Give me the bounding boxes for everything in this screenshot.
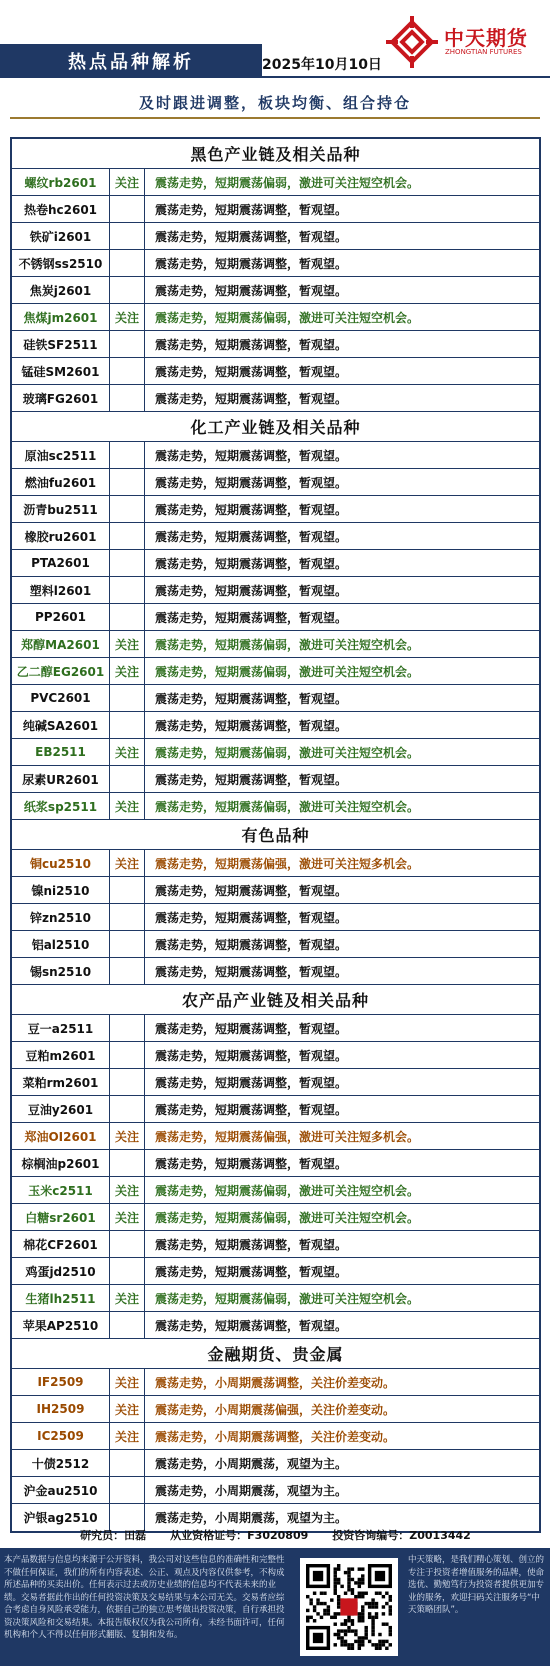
contract-name: 螺纹rb2601 bbox=[12, 169, 110, 195]
researcher-name: 研究员：田磊 bbox=[80, 1529, 147, 1542]
market-view: 震荡走势，短期震荡偏强，激进可关注短多机会。 bbox=[155, 1129, 420, 1144]
market-view: 震荡走势，小周期震荡偏强，关注价差变动。 bbox=[155, 1402, 396, 1417]
focus-flag bbox=[110, 1150, 145, 1176]
contract-name: PVC2601 bbox=[12, 685, 110, 711]
market-view: 震荡走势，小周期震荡调整，关注价差变动。 bbox=[155, 1429, 396, 1444]
table-row bbox=[12, 1015, 539, 1042]
table-row bbox=[12, 1231, 539, 1258]
market-view: 震荡走势，短期震荡调整，暂观望。 bbox=[155, 391, 348, 406]
contract-name: 铝al2510 bbox=[12, 931, 110, 957]
focus-flag bbox=[110, 577, 145, 603]
market-view: 震荡走势，短期震荡偏弱，激进可关注短空机会。 bbox=[155, 745, 420, 760]
contract-name: 焦煤jm2601 bbox=[12, 304, 110, 330]
market-view: 震荡走势，短期震荡调整，暂观望。 bbox=[155, 883, 348, 898]
contract-name: EB2511 bbox=[12, 739, 110, 765]
contract-name: 豆一a2511 bbox=[12, 1015, 110, 1041]
contract-name: 铜cu2510 bbox=[12, 850, 110, 876]
focus-flag bbox=[110, 496, 145, 522]
qr-code-icon bbox=[306, 1564, 392, 1650]
contract-name: 沥青bu2511 bbox=[12, 496, 110, 522]
table-row bbox=[12, 469, 539, 496]
table-row bbox=[12, 277, 539, 304]
table-row bbox=[12, 1312, 539, 1339]
table-row bbox=[12, 358, 539, 385]
table-row bbox=[12, 631, 539, 658]
table-row bbox=[12, 577, 539, 604]
contract-name: 尿素UR2601 bbox=[12, 766, 110, 792]
table-row bbox=[12, 685, 539, 712]
contract-name: 锡sn2510 bbox=[12, 958, 110, 984]
focus-flag: 关注 bbox=[110, 304, 145, 330]
focus-flag bbox=[110, 442, 145, 468]
market-view: 震荡走势，短期震荡偏弱，激进可关注短空机会。 bbox=[155, 799, 420, 814]
table-row bbox=[12, 442, 539, 469]
contract-name: 不锈钢ss2510 bbox=[12, 250, 110, 276]
market-view: 震荡走势，短期震荡调整，暂观望。 bbox=[155, 1237, 348, 1252]
contract-name: 白糖sr2601 bbox=[12, 1204, 110, 1230]
report-date: 2025年10月10日 bbox=[262, 57, 382, 73]
contract-name: 豆粕m2601 bbox=[12, 1042, 110, 1068]
market-view: 震荡走势，短期震荡调整，暂观望。 bbox=[155, 337, 348, 352]
market-view: 震荡走势，短期震荡调整，暂观望。 bbox=[155, 448, 348, 463]
market-view: 震荡走势，短期震荡调整，暂观望。 bbox=[155, 583, 348, 598]
contract-name: 塑料l2601 bbox=[12, 577, 110, 603]
table-row bbox=[12, 931, 539, 958]
logo-text: 中天期货 bbox=[444, 26, 528, 50]
focus-flag bbox=[110, 931, 145, 957]
market-view: 震荡走势，短期震荡调整，暂观望。 bbox=[155, 1156, 348, 1171]
table-row bbox=[12, 1177, 539, 1204]
contract-name: IH2509 bbox=[12, 1396, 110, 1422]
contract-name: 棕榈油p2601 bbox=[12, 1150, 110, 1176]
table-row bbox=[12, 1450, 539, 1477]
header bbox=[0, 0, 550, 86]
contract-name: 锰硅SM2601 bbox=[12, 358, 110, 384]
table-row bbox=[12, 1069, 539, 1096]
subtitle-divider bbox=[10, 117, 540, 119]
market-view: 震荡走势，小周期震荡，观望为主。 bbox=[155, 1511, 348, 1525]
section-header: 黑色产业链及相关品种 bbox=[12, 139, 539, 169]
table-row bbox=[12, 712, 539, 739]
contract-name: 镍ni2510 bbox=[12, 877, 110, 903]
market-view: 震荡走势，短期震荡调整，暂观望。 bbox=[155, 610, 348, 625]
zhongtian-logo-icon bbox=[384, 14, 440, 70]
focus-flag bbox=[110, 358, 145, 384]
focus-flag bbox=[110, 1042, 145, 1068]
table-row bbox=[12, 658, 539, 685]
subtitle: 及时跟进调整，板块均衡、组合持仓 bbox=[138, 94, 411, 112]
table-row bbox=[12, 223, 539, 250]
table-row bbox=[12, 496, 539, 523]
table-row bbox=[12, 550, 539, 577]
table-row bbox=[12, 1042, 539, 1069]
focus-flag bbox=[110, 1450, 145, 1476]
focus-flag bbox=[110, 196, 145, 222]
header-divider bbox=[0, 76, 550, 78]
market-view: 震荡走势，短期震荡调整，暂观望。 bbox=[155, 1048, 348, 1063]
promo-text: 中天策略，是我们精心策划、创立的专注于投资者增值服务的品牌，使命选优、勤勉笃行为投资者提供更加专业的服务，欢迎扫码关注服务号“中天策略团队”。 bbox=[408, 1555, 545, 1615]
focus-flag bbox=[110, 223, 145, 249]
focus-flag bbox=[110, 904, 145, 930]
contract-name: 硅铁SF2511 bbox=[12, 331, 110, 357]
table-row bbox=[12, 1150, 539, 1177]
contract-name: 纯碱SA2601 bbox=[12, 712, 110, 738]
focus-flag: 关注 bbox=[110, 1204, 145, 1230]
market-view: 震荡走势，短期震荡偏弱，激进可关注短空机会。 bbox=[155, 1291, 420, 1306]
contract-name: 郑油OI2601 bbox=[12, 1123, 110, 1149]
contract-name: 鸡蛋jd2510 bbox=[12, 1258, 110, 1284]
focus-flag: 关注 bbox=[110, 169, 145, 195]
market-view: 震荡走势，短期震荡偏弱，激进可关注短空机会。 bbox=[155, 1210, 420, 1225]
section-header: 农产品产业链及相关品种 bbox=[12, 985, 539, 1015]
focus-flag bbox=[110, 1477, 145, 1503]
focus-flag bbox=[110, 250, 145, 276]
market-view: 震荡走势，短期震荡调整，暂观望。 bbox=[155, 556, 348, 571]
focus-flag: 关注 bbox=[110, 850, 145, 876]
market-view: 震荡走势，短期震荡调整，暂观望。 bbox=[155, 691, 348, 706]
table-row bbox=[12, 850, 539, 877]
market-view: 震荡走势，短期震荡调整，暂观望。 bbox=[155, 475, 348, 490]
table-row bbox=[12, 1396, 539, 1423]
focus-flag bbox=[110, 712, 145, 738]
contract-name: 棉花CF2601 bbox=[12, 1231, 110, 1257]
table-row bbox=[12, 1285, 539, 1312]
contract-name: IF2509 bbox=[12, 1369, 110, 1395]
table-row bbox=[12, 304, 539, 331]
contract-name: 橡胶ru2601 bbox=[12, 523, 110, 549]
contract-name: 热卷hc2601 bbox=[12, 196, 110, 222]
market-view: 震荡走势，短期震荡调整，暂观望。 bbox=[155, 202, 348, 217]
table-row bbox=[12, 793, 539, 820]
contract-name: IC2509 bbox=[12, 1423, 110, 1449]
contract-name: 沪银ag2510 bbox=[12, 1504, 110, 1531]
market-view: 震荡走势，短期震荡调整，暂观望。 bbox=[155, 964, 348, 979]
contract-name: 燃油fu2601 bbox=[12, 469, 110, 495]
market-view: 震荡走势，短期震荡偏强，激进可关注短多机会。 bbox=[155, 856, 420, 871]
market-view: 震荡走势，小周期震荡调整，关注价差变动。 bbox=[155, 1375, 396, 1390]
focus-flag: 关注 bbox=[110, 739, 145, 765]
focus-flag bbox=[110, 958, 145, 984]
market-view: 震荡走势，短期震荡调整，暂观望。 bbox=[155, 364, 348, 379]
table-row bbox=[12, 196, 539, 223]
table-row bbox=[12, 1096, 539, 1123]
market-view: 震荡走势，短期震荡调整，暂观望。 bbox=[155, 910, 348, 925]
section-header: 化工产业链及相关品种 bbox=[12, 412, 539, 442]
focus-flag: 关注 bbox=[110, 658, 145, 684]
table-row bbox=[12, 1258, 539, 1285]
market-view: 震荡走势，短期震荡偏弱，激进可关注短空机会。 bbox=[155, 637, 420, 652]
table-row bbox=[12, 1369, 539, 1396]
market-view: 震荡走势，小周期震荡，观望为主。 bbox=[155, 1483, 348, 1498]
focus-flag bbox=[110, 277, 145, 303]
market-view: 震荡走势，短期震荡偏弱，激进可关注短空机会。 bbox=[155, 1183, 420, 1198]
contract-name: PTA2601 bbox=[12, 550, 110, 576]
focus-flag bbox=[110, 1231, 145, 1257]
market-view: 震荡走势，短期震荡偏弱，激进可关注短空机会。 bbox=[155, 175, 420, 190]
focus-flag bbox=[110, 1069, 145, 1095]
contract-name: 郑醇MA2601 bbox=[12, 631, 110, 657]
market-view: 震荡走势，短期震荡偏弱，激进可关注短空机会。 bbox=[155, 664, 420, 679]
focus-flag bbox=[110, 685, 145, 711]
focus-flag bbox=[110, 1312, 145, 1338]
focus-flag bbox=[110, 469, 145, 495]
focus-flag bbox=[110, 877, 145, 903]
focus-flag bbox=[110, 523, 145, 549]
market-view: 震荡走势，短期震荡调整，暂观望。 bbox=[155, 256, 348, 271]
table-row bbox=[12, 169, 539, 196]
market-view: 震荡走势，短期震荡偏弱，激进可关注短空机会。 bbox=[155, 310, 420, 325]
disclaimer-text: 本产品数据与信息均来源于公开资料，我公司对这些信息的准确性和完整性不做任何保证，我们的所有内容表述、公正、观点及内容仅供参考，不构成所述品种的买卖出价。任何表示过去或历史业绩的信息均不代表未来的业绩。交易者据此作出的任何投资决策及交易结果与本公司无关。交易者应综合考虑自身风险承受能力，依据自己的独立思考做出投资决策，自行承担投资决策风险和交易结果。本报告版权仅为我公司所有，未经书面许可，任何机构和个人不得以任何形式翻版、复制和发布。 bbox=[4, 1555, 285, 1640]
table-row bbox=[12, 877, 539, 904]
contract-name: 豆油y2601 bbox=[12, 1096, 110, 1122]
analysis-table bbox=[10, 137, 541, 1533]
table-row bbox=[12, 385, 539, 412]
page-title: 热点品种解析 bbox=[0, 44, 262, 78]
table-row bbox=[12, 1123, 539, 1150]
section-header: 金融期货、贵金属 bbox=[12, 1339, 539, 1369]
focus-flag bbox=[110, 1096, 145, 1122]
table-row bbox=[12, 604, 539, 631]
logo-subtext: ZHONGTIAN FUTURES bbox=[445, 48, 522, 56]
consult-number: 投资咨询编号：Z0013442 bbox=[332, 1529, 471, 1542]
contract-name: 纸浆sp2511 bbox=[12, 793, 110, 819]
market-view: 震荡走势，短期震荡调整，暂观望。 bbox=[155, 502, 348, 517]
table-row bbox=[12, 739, 539, 766]
focus-flag: 关注 bbox=[110, 1369, 145, 1395]
contract-name: 原油sc2511 bbox=[12, 442, 110, 468]
contract-name: 锌zn2510 bbox=[12, 904, 110, 930]
market-view: 震荡走势，短期震荡调整，暂观望。 bbox=[155, 772, 348, 787]
focus-flag bbox=[110, 331, 145, 357]
contract-name: 沪金au2510 bbox=[12, 1477, 110, 1503]
market-view: 震荡走势，小周期震荡，观望为主。 bbox=[155, 1456, 348, 1471]
table-row bbox=[12, 1477, 539, 1504]
market-view: 震荡走势，短期震荡调整，暂观望。 bbox=[155, 1264, 348, 1279]
market-view: 震荡走势，短期震荡调整，暂观望。 bbox=[155, 937, 348, 952]
table-row bbox=[12, 250, 539, 277]
contract-name: 铁矿i2601 bbox=[12, 223, 110, 249]
market-view: 震荡走势，短期震荡调整，暂观望。 bbox=[155, 529, 348, 544]
market-view: 震荡走势，短期震荡调整，暂观望。 bbox=[155, 1021, 348, 1036]
table-row bbox=[12, 766, 539, 793]
market-view: 震荡走势，短期震荡调整，暂观望。 bbox=[155, 1318, 348, 1333]
researcher-info bbox=[10, 1527, 541, 1545]
table-row bbox=[12, 1204, 539, 1231]
focus-flag: 关注 bbox=[110, 1396, 145, 1422]
focus-flag: 关注 bbox=[110, 631, 145, 657]
focus-flag: 关注 bbox=[110, 1123, 145, 1149]
table-row bbox=[12, 331, 539, 358]
focus-flag bbox=[110, 550, 145, 576]
contract-name: 苹果AP2510 bbox=[12, 1312, 110, 1338]
focus-flag bbox=[110, 1258, 145, 1284]
contract-name: 十债2512 bbox=[12, 1450, 110, 1476]
focus-flag bbox=[110, 604, 145, 630]
contract-name: PP2601 bbox=[12, 604, 110, 630]
footer bbox=[0, 1548, 550, 1666]
market-view: 震荡走势，短期震荡调整，暂观望。 bbox=[155, 1075, 348, 1090]
section-header: 有色品种 bbox=[12, 820, 539, 850]
focus-flag bbox=[110, 1015, 145, 1041]
contract-name: 乙二醇EG2601 bbox=[12, 658, 110, 684]
focus-flag: 关注 bbox=[110, 1285, 145, 1311]
contract-name: 玻璃FG2601 bbox=[12, 385, 110, 411]
focus-flag bbox=[110, 766, 145, 792]
table-row bbox=[12, 1423, 539, 1450]
market-view: 震荡走势，短期震荡调整，暂观望。 bbox=[155, 283, 348, 298]
focus-flag: 关注 bbox=[110, 793, 145, 819]
market-view: 震荡走势，短期震荡调整，暂观望。 bbox=[155, 718, 348, 733]
focus-flag bbox=[110, 385, 145, 411]
market-view: 震荡走势，短期震荡调整，暂观望。 bbox=[155, 229, 348, 244]
table-row bbox=[12, 958, 539, 985]
contract-name: 生猪lh2511 bbox=[12, 1285, 110, 1311]
table-row bbox=[12, 904, 539, 931]
contract-name: 玉米c2511 bbox=[12, 1177, 110, 1203]
contract-name: 焦炭j2601 bbox=[12, 277, 110, 303]
focus-flag: 关注 bbox=[110, 1177, 145, 1203]
qr-code bbox=[300, 1558, 398, 1656]
contract-name: 菜粕rm2601 bbox=[12, 1069, 110, 1095]
researcher-license: 从业资格证号：F3020809 bbox=[170, 1529, 309, 1542]
focus-flag: 关注 bbox=[110, 1423, 145, 1449]
table-row bbox=[12, 523, 539, 550]
market-view: 震荡走势，短期震荡调整，暂观望。 bbox=[155, 1102, 348, 1117]
